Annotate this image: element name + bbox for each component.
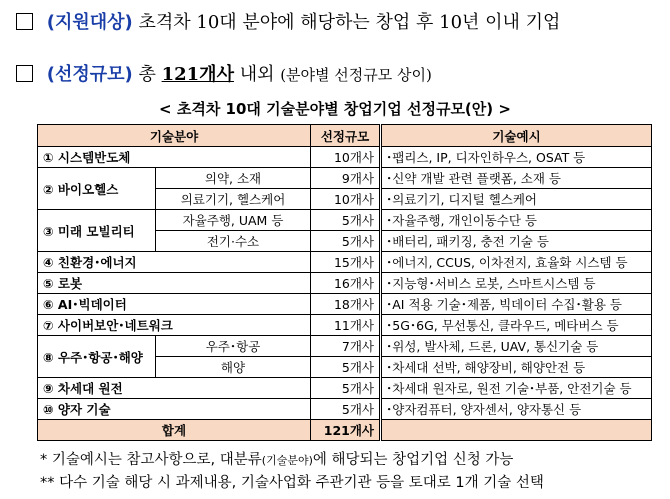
example-cell: ･양자컴퓨터, 양자센서, 양자통신 등 [381, 399, 652, 420]
category-cell: ⑤ 로봇 [38, 273, 311, 294]
category-cell: ⑧ 우주･항공･해양 [38, 336, 156, 378]
count-cell: 5개사 [311, 399, 381, 420]
count-cell: 9개사 [311, 168, 381, 189]
table-row [38, 315, 652, 336]
count-cell: 5개사 [311, 231, 381, 252]
scale-tag: (선정규모) [46, 64, 133, 85]
table-row [38, 399, 652, 420]
checkbox-icon [16, 65, 33, 82]
example-cell: ･지능형･서비스 로봇, 스마트시스템 등 [381, 273, 652, 294]
example-cell: ･AI 적용 기술･제품, 빅데이터 수집･활용 등 [381, 294, 652, 315]
example-cell: ･위성, 발사체, 드론, UAV, 통신기술 등 [381, 336, 652, 357]
note-1-small: (기술분야) [261, 454, 313, 467]
count-cell: 10개사 [311, 147, 381, 168]
table-row [38, 168, 652, 189]
table-row [38, 273, 652, 294]
subcategory-cell: 의료기기, 헬스케어 [156, 189, 311, 210]
category-cell: ⑥ AI･빅데이터 [38, 294, 311, 315]
table-row [38, 210, 652, 231]
category-cell: ④ 친환경･에너지 [38, 252, 311, 273]
count-cell: 7개사 [311, 336, 381, 357]
selection-table [37, 124, 652, 441]
example-cell: ･자율주행, 개인이동수단 등 [381, 210, 652, 231]
total-row [38, 420, 652, 441]
category-cell: ⑨ 차세대 원전 [38, 378, 311, 399]
example-cell: ･배터리, 패키징, 충전 기술 등 [381, 231, 652, 252]
table-row [38, 336, 652, 357]
subcategory-cell: 우주･항공 [156, 336, 311, 357]
count-cell: 15개사 [311, 252, 381, 273]
note-1-pre: * 기술예시는 참고사항으로, 대분류 [40, 452, 262, 468]
subcategory-cell: 의약, 소재 [156, 168, 311, 189]
target-text: 초격차 10대 분야에 해당하는 창업 후 10년 이내 기업 [138, 12, 561, 33]
target-line [16, 8, 560, 34]
count-cell: 5개사 [311, 357, 381, 378]
scale-count: 121개사 [161, 64, 234, 85]
example-cell: ･차세대 선박, 해양장비, 해양안전 등 [381, 357, 652, 378]
subcategory-cell: 해양 [156, 357, 311, 378]
example-cell: ･의료기기, 디지털 헬스케어 [381, 189, 652, 210]
example-cell: ･차세대 원자로, 원전 기술･부품, 안전기술 등 [381, 378, 652, 399]
table-row [38, 252, 652, 273]
scale-mid: 내외 [233, 64, 281, 85]
header-field: 기술분야 [38, 125, 311, 147]
category-cell: ① 시스템반도체 [38, 147, 311, 168]
count-cell: 16개사 [311, 273, 381, 294]
subcategory-cell: 전기·수소 [156, 231, 311, 252]
header-count: 선정규모 [311, 125, 381, 147]
category-cell: ⑦ 사이버보안･네트워크 [38, 315, 311, 336]
scale-line [16, 60, 432, 86]
table-row [38, 147, 652, 168]
total-empty-cell [381, 420, 652, 441]
category-cell: ② 바이오헬스 [38, 168, 156, 210]
header-example: 기술예시 [381, 125, 652, 147]
scale-pre: 총 [138, 64, 162, 85]
table-row [38, 294, 652, 315]
total-count: 121개사 [311, 420, 381, 441]
table-row [38, 378, 652, 399]
count-cell: 18개사 [311, 294, 381, 315]
count-cell: 10개사 [311, 189, 381, 210]
example-cell: ･신약 개발 관련 플랫폼, 소재 등 [381, 168, 652, 189]
example-cell: ･에너지, CCUS, 이차전지, 효율화 시스템 등 [381, 252, 652, 273]
category-cell: ③ 미래 모빌리티 [38, 210, 156, 252]
count-cell: 11개사 [311, 315, 381, 336]
subcategory-cell: 자율주행, UAM 등 [156, 210, 311, 231]
count-cell: 5개사 [311, 210, 381, 231]
table-caption: < 초격차 10대 기술분야별 창업기업 선정규모(안) > [159, 100, 511, 118]
note-2: ** 다수 기술 해당 시 과제내용, 기술사업화 주관기관 등을 토대로 1개 기술 선택 [40, 475, 544, 491]
total-label: 합계 [38, 420, 311, 441]
table-header-row [38, 125, 652, 147]
count-cell: 5개사 [311, 378, 381, 399]
scale-paren: (분야별 선정규모 상이) [280, 66, 432, 84]
note-1-post: 에 해당되는 창업기업 신청 가능 [312, 452, 514, 468]
example-cell: ･팹리스, IP, 디자인하우스, OSAT 등 [381, 147, 652, 168]
target-tag: (지원대상) [46, 12, 133, 33]
category-cell: ⑩ 양자 기술 [38, 399, 311, 420]
note-1 [40, 448, 513, 469]
checkbox-icon [16, 13, 33, 30]
example-cell: ･5G･6G, 무선통신, 클라우드, 메타버스 등 [381, 315, 652, 336]
